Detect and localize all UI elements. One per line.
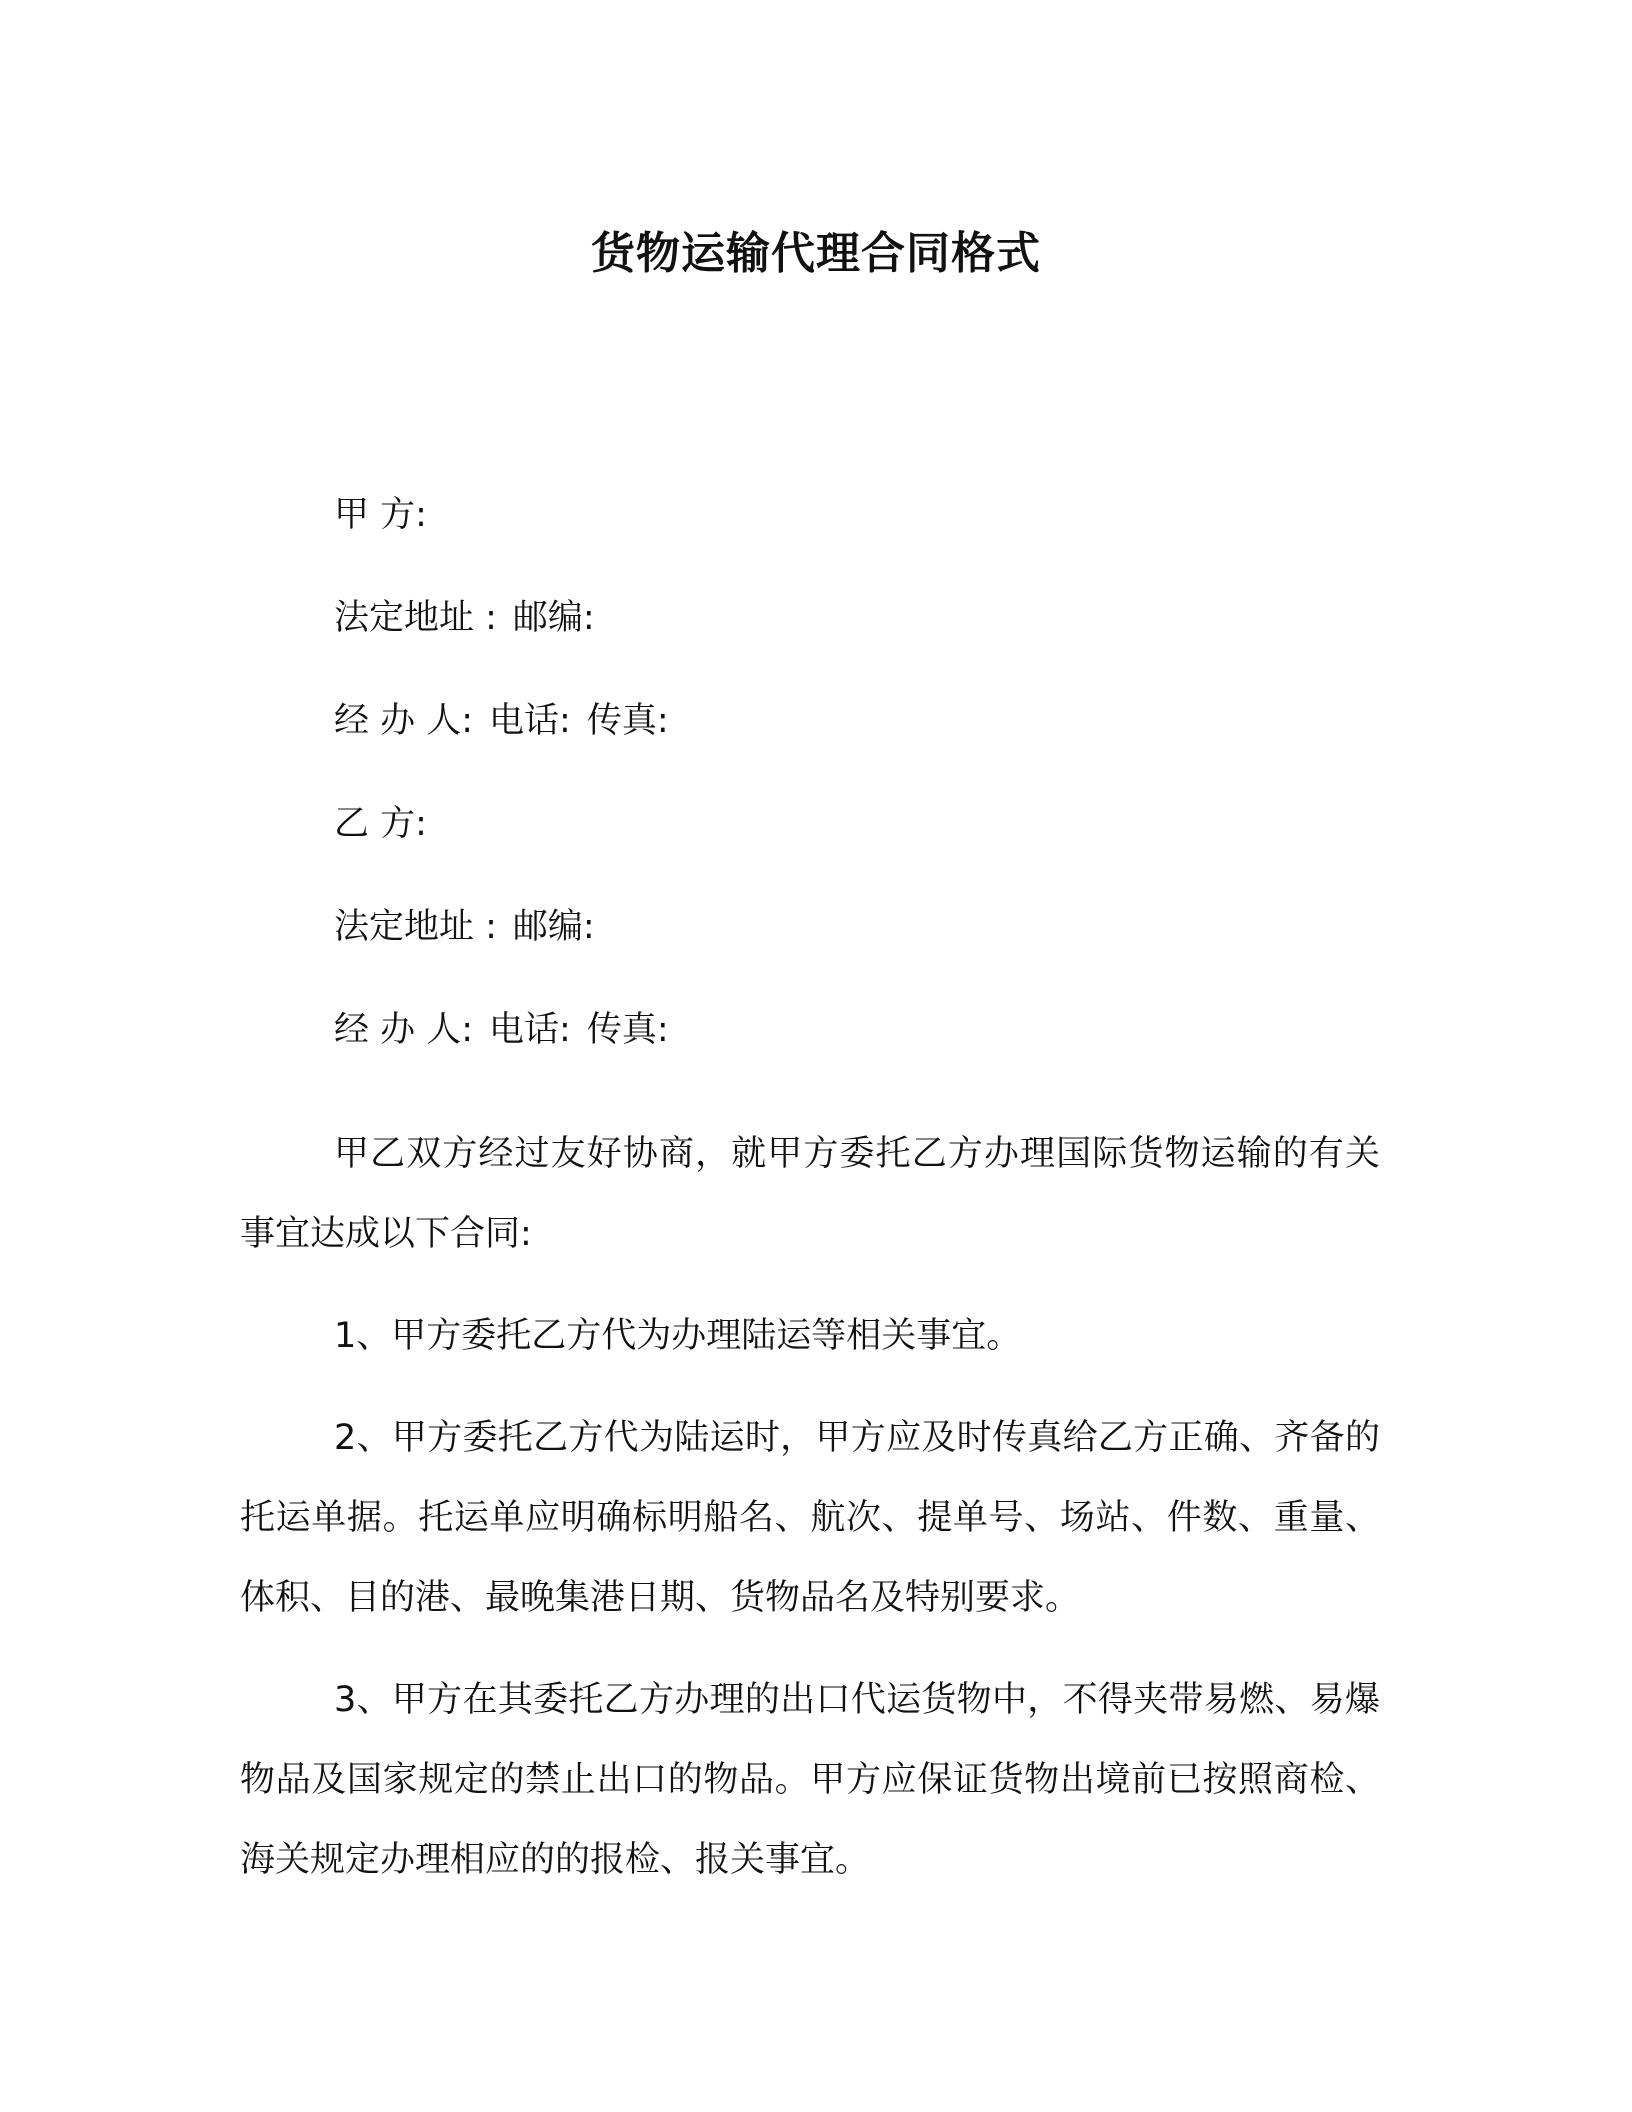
clause-2: 2、甲方委托乙方代为陆运时，甲方应及时传真给乙方正确、齐备的托运单据。托运单应明确标明船名、航次、提单号、场站、件数、重量、体积、目的港、最晚集港日期、货物品名及特别要求。: [240, 1418, 1380, 1618]
party-a-agent-label: 经 办 人:: [334, 701, 474, 741]
intro-paragraph: 甲乙双方经过友好协商，就甲方委托乙方办理国际货物运输的有关事宜达成以下合同:: [240, 1134, 1380, 1254]
party-b-postcode-label: 邮编:: [512, 907, 595, 947]
party-a-label: 甲 方:: [334, 495, 427, 535]
party-a-postcode-label: 邮编:: [512, 598, 595, 638]
party-a-fax-label: 传真:: [586, 701, 669, 741]
party-a-address-line: [334, 593, 1384, 643]
party-b-label: 乙 方:: [334, 804, 427, 844]
party-a-line: [334, 490, 1384, 540]
party-b-fax-label: 传真:: [586, 1010, 669, 1050]
party-a-phone-label: 电话:: [489, 701, 571, 741]
parties-section: [334, 490, 1384, 1108]
party-a-agent-line: [334, 696, 1384, 746]
party-b-line: [334, 799, 1384, 849]
party-b-agent-line: [334, 1005, 1384, 1055]
party-b-address-line: [334, 902, 1384, 952]
party-a-address-label: 法定地址 :: [334, 598, 497, 638]
contract-body: [240, 1114, 1380, 1922]
party-b-phone-label: 电话:: [489, 1010, 571, 1050]
document-title: 货物运输代理合同格式: [591, 228, 1041, 279]
clause-3: 3、甲方在其委托乙方办理的出口代运货物中，不得夹带易燃、易爆物品及国家规定的禁止出口的物品。甲方应保证货物出境前已按照商检、海关规定办理相应的的报检、报关事宜。: [240, 1680, 1380, 1880]
party-b-address-label: 法定地址 :: [334, 907, 497, 947]
clause-1: 1、甲方委托乙方代为办理陆运等相关事宜。: [334, 1316, 1022, 1356]
party-b-agent-label: 经 办 人:: [334, 1010, 474, 1050]
